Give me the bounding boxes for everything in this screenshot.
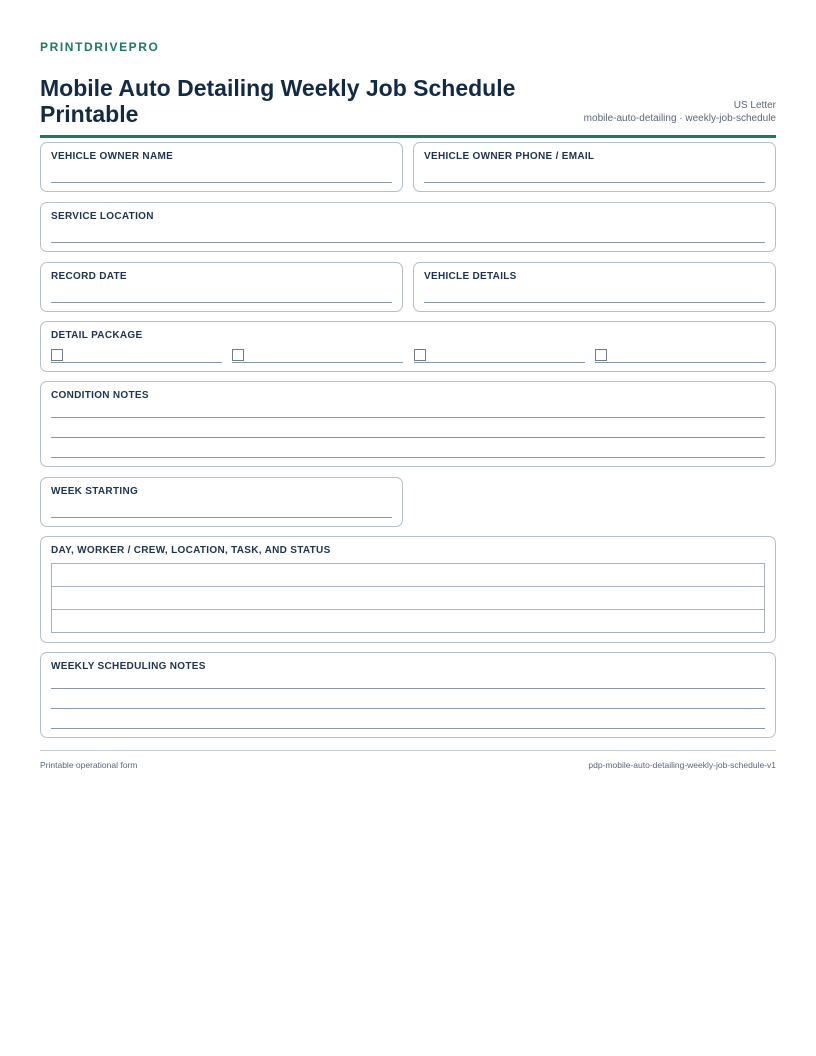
package-option-3[interactable] — [414, 349, 585, 363]
table-row[interactable] — [52, 610, 765, 633]
page-footer — [40, 750, 776, 780]
package-option-line[interactable] — [232, 362, 403, 363]
package-option-1[interactable] — [51, 349, 222, 363]
weekly-notes-line[interactable] — [51, 688, 765, 689]
owner-name-label: VEHICLE OWNER NAME — [51, 151, 174, 162]
schedule-table-field — [40, 536, 776, 643]
weekly-notes-line[interactable] — [51, 728, 765, 729]
table-cell[interactable] — [52, 564, 765, 587]
service-location-label: SERVICE LOCATION — [51, 211, 154, 222]
week-starting-field — [40, 477, 403, 527]
detail-package-field — [40, 321, 776, 372]
detail-package-label: DETAIL PACKAGE — [51, 330, 143, 341]
package-option-line[interactable] — [595, 362, 766, 363]
owner-name-input-line[interactable] — [51, 182, 392, 183]
schedule-table-label: DAY, WORKER / CREW, LOCATION, TASK, AND STATUS — [51, 545, 331, 556]
checkbox-icon[interactable] — [414, 349, 426, 361]
table-row[interactable] — [52, 564, 765, 587]
brand-name: PRINTDRIVEPRO — [40, 40, 160, 54]
owner-contact-field — [413, 142, 776, 192]
condition-notes-field — [40, 381, 776, 467]
header-meta — [584, 99, 776, 125]
page-title: Mobile Auto Detailing Weekly Job Schedule Printable — [40, 75, 516, 127]
package-option-2[interactable] — [232, 349, 403, 363]
record-date-input-line[interactable] — [51, 302, 392, 303]
condition-notes-line[interactable] — [51, 457, 765, 458]
week-starting-label: WEEK STARTING — [51, 486, 139, 497]
weekly-notes-line[interactable] — [51, 708, 765, 709]
package-option-line[interactable] — [414, 362, 585, 363]
condition-notes-label: CONDITION NOTES — [51, 390, 149, 401]
condition-notes-line[interactable] — [51, 437, 765, 438]
footer-form-id: pdp-mobile-auto-detailing-weekly-job-schedule-v1 — [588, 760, 776, 770]
form-header — [40, 54, 776, 138]
checkbox-icon[interactable] — [595, 349, 607, 361]
vehicle-details-label: VEHICLE DETAILS — [424, 271, 517, 282]
table-cell[interactable] — [52, 610, 765, 633]
form-slug: mobile-auto-detailing · weekly-job-schedule — [583, 113, 776, 124]
record-date-field — [40, 262, 403, 312]
service-location-field — [40, 202, 776, 252]
package-option-line[interactable] — [51, 362, 222, 363]
owner-contact-label: VEHICLE OWNER PHONE / EMAIL — [424, 151, 595, 162]
condition-notes-line[interactable] — [51, 417, 765, 418]
owner-contact-input-line[interactable] — [424, 182, 765, 183]
vehicle-details-input-line[interactable] — [424, 302, 765, 303]
checkbox-icon[interactable] — [232, 349, 244, 361]
schedule-table — [51, 563, 765, 633]
record-date-label: RECORD DATE — [51, 271, 127, 282]
vehicle-details-field — [413, 262, 776, 312]
table-row[interactable] — [52, 587, 765, 610]
form-page — [40, 40, 776, 138]
weekly-notes-field — [40, 652, 776, 738]
checkbox-icon[interactable] — [51, 349, 63, 361]
owner-name-field — [40, 142, 403, 192]
week-starting-input-line[interactable] — [51, 517, 392, 518]
table-cell[interactable] — [52, 587, 765, 610]
weekly-notes-label: WEEKLY SCHEDULING NOTES — [51, 661, 206, 672]
paper-size: US Letter — [733, 100, 776, 111]
footer-note: Printable operational form — [40, 760, 138, 770]
service-location-input-line[interactable] — [51, 242, 765, 243]
package-option-4[interactable] — [595, 349, 766, 363]
